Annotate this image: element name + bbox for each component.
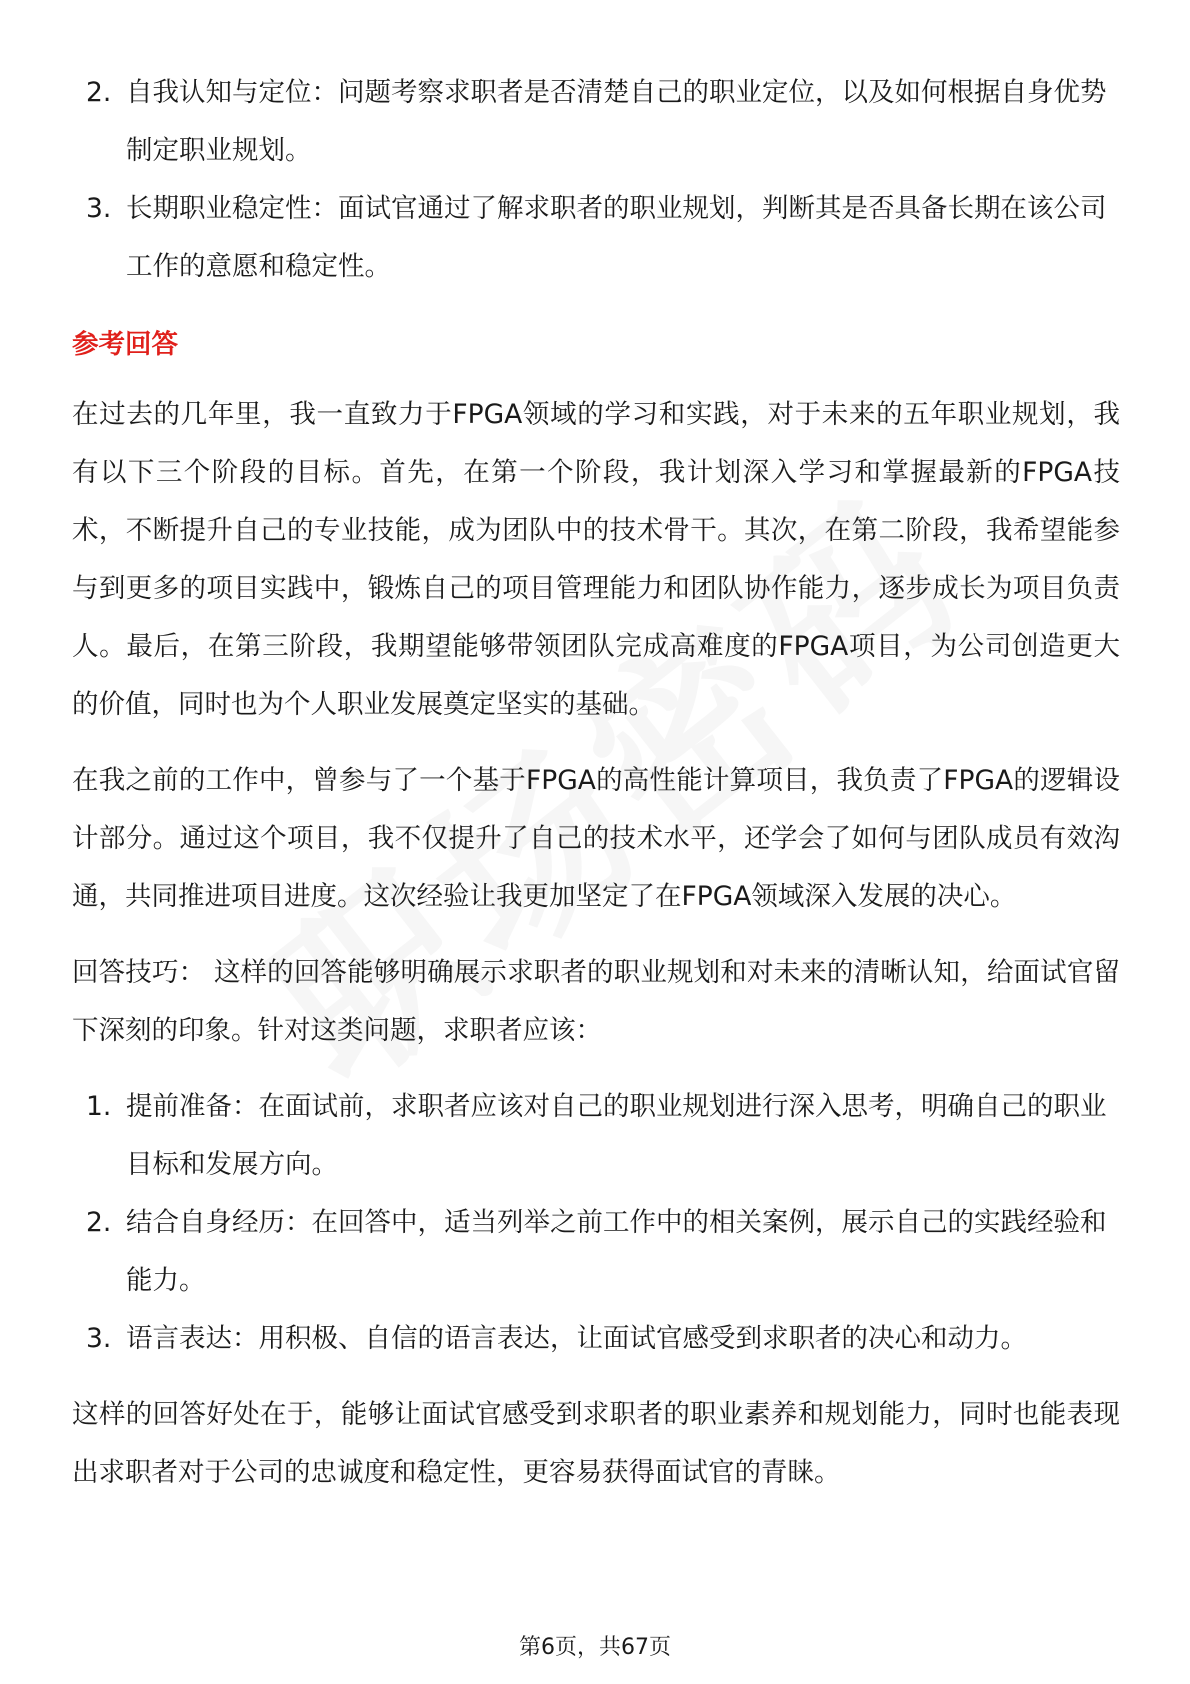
list-item-text: 自我认知与定位：问题考察求职者是否清楚自己的职业定位，以及如何根据自身优势制定职业规划。 [126, 77, 1107, 166]
page-number-label: 第6页，共67页 [519, 1635, 671, 1660]
list-item-text: 提前准备：在面试前，求职者应该对自己的职业规划进行深入思考，明确自己的职业目标和发展方向。 [126, 1091, 1107, 1180]
page-footer [0, 1630, 1190, 1661]
list-item [72, 1194, 1120, 1310]
list-item-text: 语言表达：用积极、自信的语言表达，让面试官感受到求职者的决心和动力。 [126, 1323, 1027, 1354]
list-item-text: 结合自身经历：在回答中，适当列举之前工作中的相关案例，展示自己的实践经验和能力。 [126, 1207, 1107, 1296]
section-heading: 参考回答 [72, 329, 178, 360]
page-content [72, 64, 1120, 1502]
answer-paragraph: 在过去的几年里，我一直致力于FPGA领域的学习和实践，对于未来的五年职业规划，我有以下三个阶段的目标。首先，在第一个阶段，我计划深入学习和掌握最新的FPGA技术，不断提升自己的专业技能，成为团队中的技术骨干。其次，在第二阶段，我希望能参与到更多的项目实践中，锻炼自己的项目管理能力和团队协作能力，逐步成长为项目负责人。最后，在第三阶段，我期望能够带领团队完成高难度的FPGA项目，为公司创造更大的价值，同时也为个人职业发展奠定坚实的基础。 [72, 399, 1120, 720]
list-item [72, 180, 1120, 296]
list-item-number: 3. [86, 193, 112, 224]
closing-paragraph: 这样的回答好处在于，能够让面试官感受到求职者的职业素养和规划能力，同时也能表现出求职者对于公司的忠诚度和稳定性，更容易获得面试官的青睐。 [72, 1399, 1120, 1488]
list-item-number: 1. [86, 1091, 112, 1122]
list-item [72, 1078, 1120, 1194]
tips-list [72, 1078, 1120, 1368]
list-item-number: 3. [86, 1323, 112, 1354]
list-item-text: 长期职业稳定性：面试官通过了解求职者的职业规划，判断其是否具备长期在该公司工作的意愿和稳定性。 [126, 193, 1107, 282]
tips-intro-paragraph: 回答技巧： 这样的回答能够明确展示求职者的职业规划和对未来的清晰认知，给面试官留下深刻的印象。针对这类问题，求职者应该： [72, 957, 1120, 1046]
list-item [72, 64, 1120, 180]
list-item-number: 2. [86, 1207, 112, 1238]
list-item [72, 1310, 1120, 1368]
experience-paragraph: 在我之前的工作中，曾参与了一个基于FPGA的高性能计算项目，我负责了FPGA的逻辑设计部分。通过这个项目，我不仅提升了自己的技术水平，还学会了如何与团队成员有效沟通，共同推进项目进度。这次经验让我更加坚定了在FPGA领域深入发展的决心。 [72, 765, 1120, 912]
evaluation-points-list [72, 64, 1120, 296]
list-item-number: 2. [86, 77, 112, 108]
